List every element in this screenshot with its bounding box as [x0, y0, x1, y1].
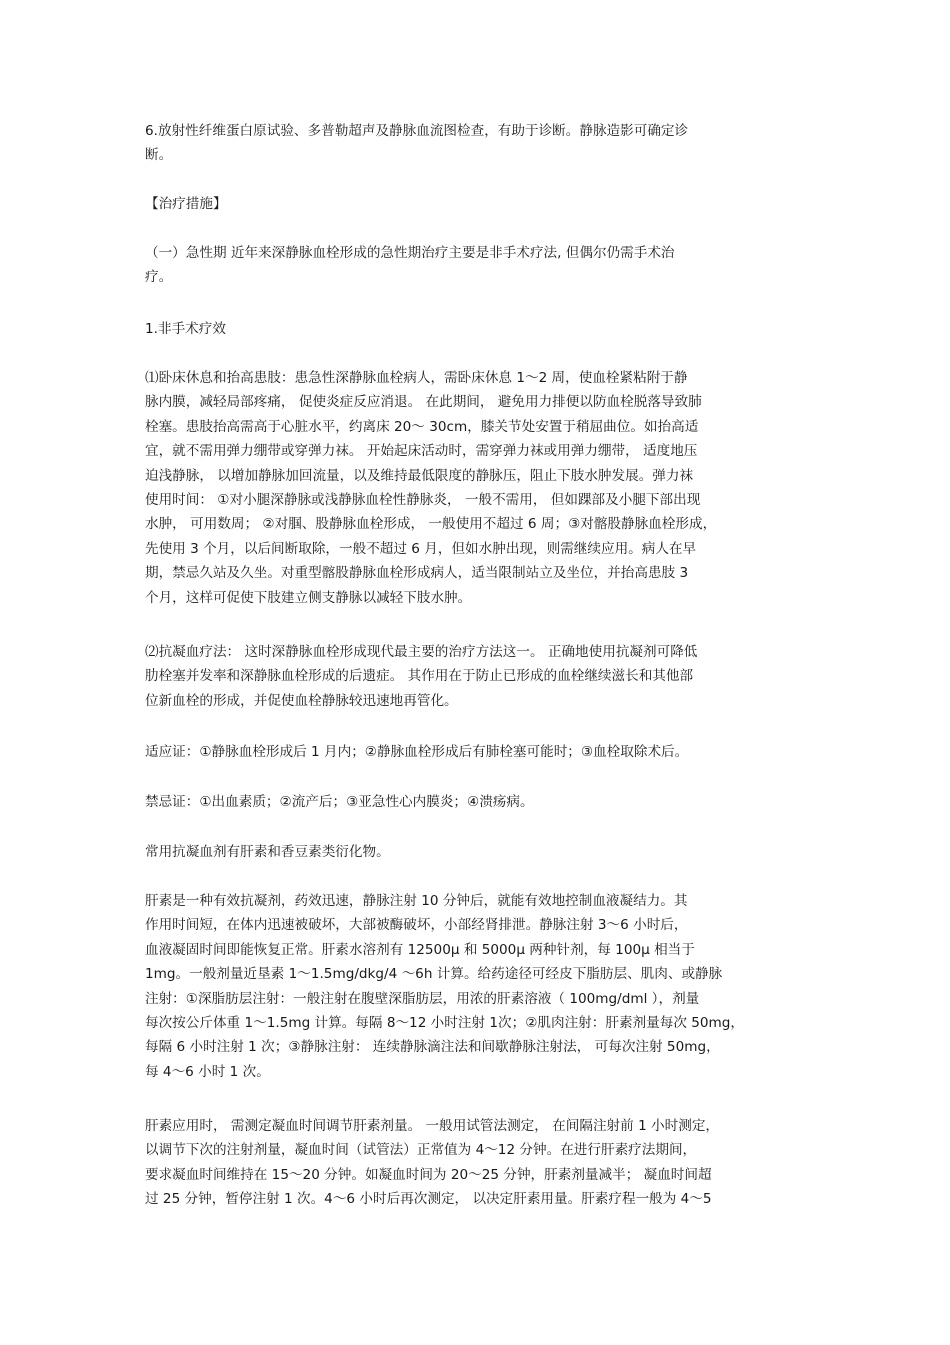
- text-line: 常用抗凝血剂有肝素和香豆素类衍化物。: [145, 844, 390, 860]
- text-line: 宜，就不需用弹力绷带或穿弹力袜。 开始起床活动时，需穿弹力袜或用弹力绷带， 适度地压: [145, 443, 698, 460]
- text-line: 每 4～6 小时 1 次。: [145, 1063, 270, 1080]
- text-line: 血液凝固时间即能恢复正常。肝素水溶剂有 12500μ 和 5000μ 两种针剂，每 100μ 相当于: [145, 941, 695, 958]
- text-line: 先使用 3 个月，以后间断取除，一般不超过 6 月，但如水肿出现，则需继续应用。病人在早: [145, 540, 697, 557]
- text-line: ⑴卧床休息和抬高患肢：患急性深静脉血栓病人，需卧床休息 1～2 周，使血栓紧粘附于静: [145, 370, 688, 386]
- text-line: 位新血栓的形成，并促使血栓静脉较迅速地再管化。: [145, 692, 458, 709]
- text-line: 水肿， 可用数周； ②对腘、股静脉血栓形成， 一般使用不超过 6 周；③对髂股静脉血栓形成，: [145, 516, 717, 533]
- paragraph-acute-phase: [145, 241, 810, 290]
- text-line: 作用时间短，在体内迅速被破坏，大部被酶破坏，小部经肾排泄。静脉注射 3～6 小时后，: [145, 917, 688, 934]
- paragraph-heparin-monitoring: [145, 1114, 810, 1212]
- text-line: 注射：①深脂肪层注射：一般注射在腹壁深脂肪层，用浓的肝素溶液（ 100mg/dml ），剂量: [145, 990, 700, 1007]
- text-line: 肋栓塞并发率和深静脉血栓形成的后遗症。 其作用在于防止已形成的血栓继续滋长和其他部: [145, 668, 694, 685]
- text-line: 期，禁忌久站及久坐。对重型髂股静脉血栓形成病人，适当限制站立及坐位，并抬高患肢 3: [145, 565, 689, 582]
- subheading: 1.非手术疗效: [145, 321, 226, 337]
- paragraph-heparin: [145, 889, 810, 1084]
- text-line: 适应证：①静脉血栓形成后 1 月内；②静脉血栓形成后有肺栓塞可能时；③血栓取除术后。: [145, 744, 689, 760]
- text-line: 6.放射性纤维蛋白原试验、多普勒超声及静脉血流图检查，有助于诊断。静脉造影可确定诊: [145, 123, 689, 139]
- paragraph-diagnosis-6: [145, 119, 810, 168]
- text-line: 每次按公斤体重 1～1.5mg 计算。每隔 8～12 小时注射 1次；②肌肉注射：肝素剂量每次 50mg，: [145, 1014, 745, 1031]
- text-line: ⑵抗凝血疗法： 这时深静脉血栓形成现代最主要的治疗方法这一。 正确地使用抗凝剂可降低: [145, 644, 698, 660]
- section-title-treatment: [145, 192, 810, 216]
- text-line: 肝素是一种有效抗凝剂，药效迅速，静脉注射 10 分钟后，就能有效地控制血液凝结力。其: [145, 893, 688, 909]
- text-line: 过 25 分钟，暂停注射 1 次。4～6 小时后再次测定， 以决定肝素用量。肝素疗程一般为 4～5: [145, 1191, 712, 1208]
- text-line: 脉内膜，减轻局部疼痛， 促使炎症反应消退。 在此期间， 避免用力排便以防血栓脱落导致肺: [145, 394, 702, 411]
- text-line: 断。: [145, 147, 173, 164]
- text-line: （一）急性期 近年来深静脉血栓形成的急性期治疗主要是非手术疗法, 但偶尔仍需手术治: [145, 245, 675, 261]
- text-line: 个月，这样可促使下肢建立侧支静脉以减轻下肢水肿。: [145, 589, 472, 606]
- text-line: 1mg。一般剂量近垦素 1～1.5mg/dkg/4 ～6h 计算。给药途径可经皮下脂肪层、肌肉、或静脉: [145, 966, 723, 983]
- paragraph-contraindications: [145, 790, 810, 814]
- paragraph-bed-rest: [145, 366, 810, 610]
- text-line: 要求凝血时间维持在 15～20 分钟。如凝血时间为 20～25 分钟，肝素剂量减半； 凝血时间超: [145, 1166, 712, 1183]
- paragraph-anticoagulation: [145, 640, 810, 713]
- text-line: 以调节下次的注射剂量，凝血时间（试管法）正常值为 4～12 分钟。在进行肝素疗法期间，: [145, 1142, 697, 1159]
- paragraph-common-agents: [145, 840, 810, 864]
- section-title: 【治疗措施】: [145, 196, 227, 212]
- text-line: 迫浅静脉， 以增加静脉加回流量，以及维持最低限度的静脉压，阻止下肢水肿发展。弹力袜: [145, 467, 694, 484]
- text-line: 禁忌证：①出血素质；②流产后；③亚急性心内膜炎；④溃疡病。: [145, 794, 534, 810]
- text-line: 使用时间： ①对小腿深静脉或浅静脉血栓性静脉炎， 一般不需用， 但如踝部及小腿下部出现: [145, 491, 701, 508]
- paragraph-indications: [145, 740, 810, 764]
- text-line: 疗。: [145, 269, 173, 286]
- heading-nonsurgical: [145, 317, 810, 341]
- text-line: 栓塞。患肢抬高需高于心脏水平，约离床 20～ 30cm，膝关节处安置于稍屈曲位。如抬高适: [145, 418, 699, 435]
- text-line: 肝素应用时， 需测定凝血时间调节肝素剂量。 一般用试管法测定， 在间隔注射前 1 小时测定，: [145, 1118, 720, 1134]
- text-line: 每隔 6 小时注射 1 次；③静脉注射： 连续静脉滴注法和间歇静脉注射法， 可每次注射 50mg，: [145, 1039, 720, 1056]
